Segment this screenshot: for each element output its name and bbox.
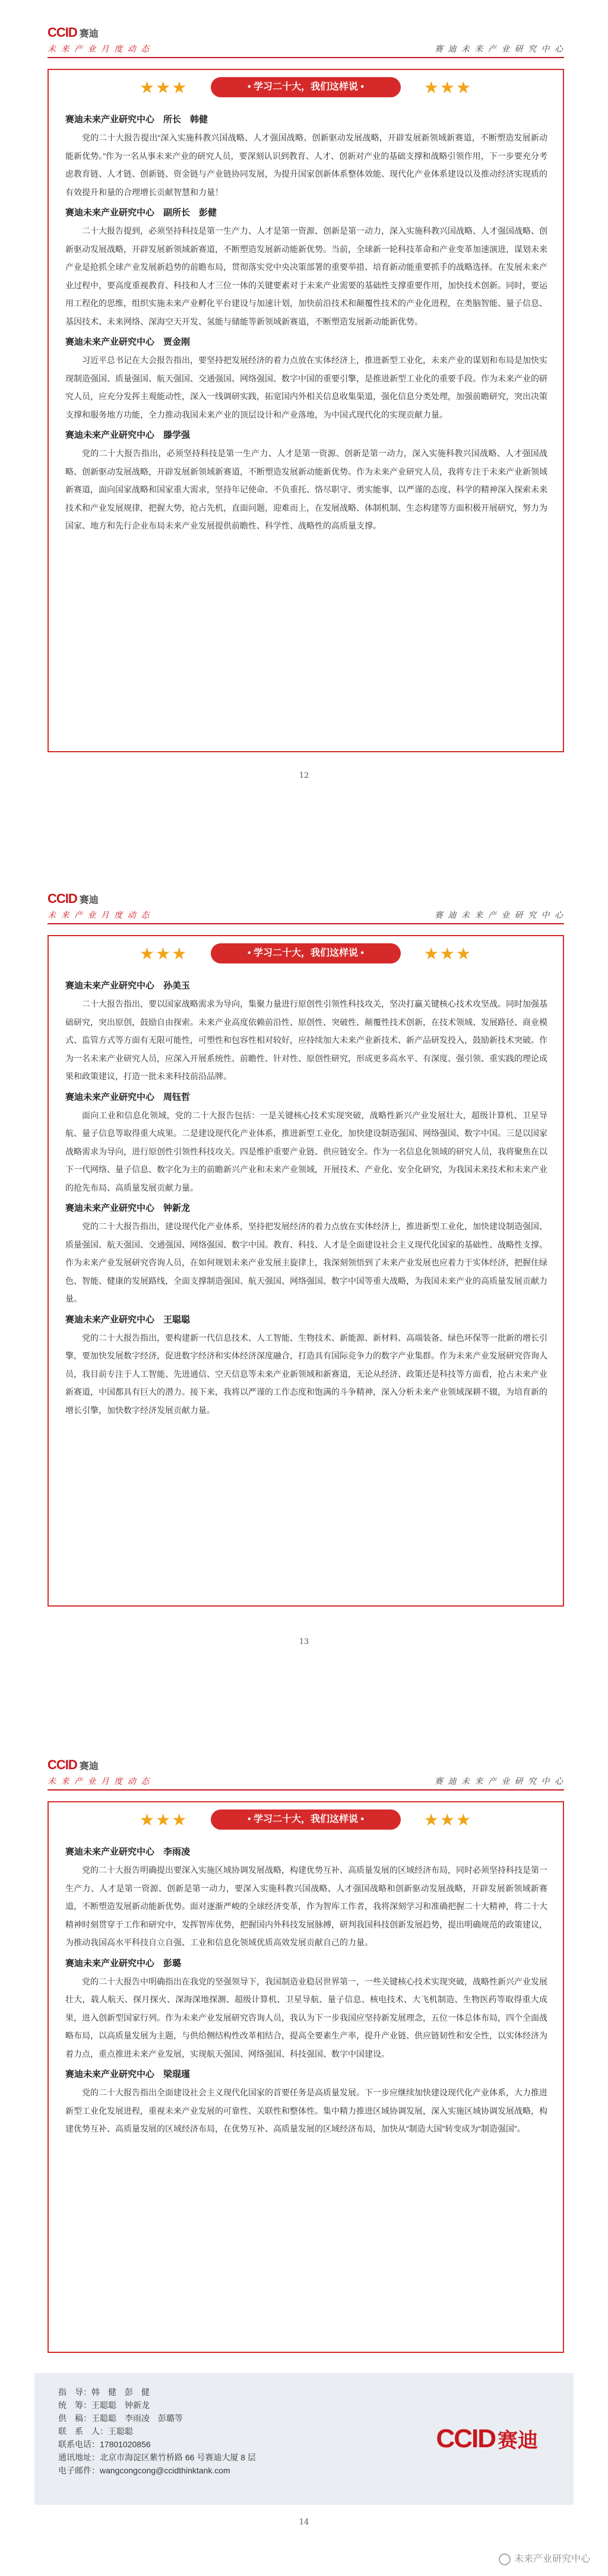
tagline-left: 未 来 产 业 月 度 动 态 bbox=[48, 44, 151, 54]
commentary-section bbox=[65, 1845, 547, 1952]
commentary-section bbox=[65, 1090, 547, 1197]
wechat-icon bbox=[499, 2553, 511, 2565]
page-number: 14 bbox=[299, 2518, 309, 2527]
footer-row: 联 系 人：王聪聪 bbox=[58, 2426, 133, 2436]
paragraph: 党的二十大报告明确提出要深入实施区域协调发展战略，构建优势互补、高质量发展的区域经济布局，同时必须坚持科技是第一生产力、人才是第一资源、创新是第一动力，要深入实施科教兴国战略、人才强国战略和创新驱动发展战略，开辟发展新领域新赛道，不断塑造发展新动能新优势。面对逐渐严峻的全球经济变革，作为智库工作者，我将深刻学习和准确把握二十大精神，将二十大精神时刻贯穿于工作和研究中，发挥智库优势，把握国内外科技发展脉搏，研判我国科技创新发展趋势，提出明确规范的政策建议，为推动我国高水平科技自立自强、工业和信息化领域优质高效发展贡献自己的力量。 bbox=[65, 1865, 547, 1947]
content-frame bbox=[48, 1801, 564, 2353]
footer-row: 供 稿：王聪聪 李雨凌 彭璐等 bbox=[58, 2413, 183, 2423]
paragraph: 党的二十大报告指出全面建设社会主义现代化国家的首要任务是高质量发展。下一步应继续加快建设现代化产业体系，大力推进新型工业化发展进程，重视未来产业发展的可靠性、关联性和整体性。集中精力推进区域协调发展，深入实施区域协调发展战略，构建优势互补、高质量发展的区域经济布局，在优势互补、高质量发展的区域经济布局，加快从“制造大国”转变成为“制造强国”。 bbox=[65, 2088, 547, 2133]
header-divider bbox=[48, 923, 564, 924]
footer-row: 指 导：韩 健 彭 健 bbox=[58, 2387, 150, 2397]
commentary-section bbox=[65, 1201, 547, 1308]
article-body bbox=[65, 108, 547, 539]
tagline-right: 赛 迪 未 来 产 业 研 究 中 心 bbox=[434, 44, 564, 54]
header-divider bbox=[48, 57, 564, 58]
paragraph: 二十大报告指出，要以国家战略需求为导向，集聚力量进行原创性引领性科技攻关，坚决打赢关键核心技术攻坚战。同时加强基础研究，突出原创，鼓励自由探索。未来产业高度依赖前沿性、原创性、突破性、颠覆性技术创新，在技术领域、发展路径、商业模式、监管方式等方面有无限可能性，可塑性和包容性相对较好，应持续加大未来产业新技术、新产品研发投入，鼓励新技术突破。作为一名未来产业研究人员，应深入开展系统性、前瞻性、针对性、原创性研究，形成更多高水平、有深度、强引领、重实践的理论成果和政策建议，打造一批未来科技前沿品牌。 bbox=[65, 999, 547, 1081]
star-icon: ★★★ bbox=[140, 78, 188, 97]
contact-footer bbox=[34, 2373, 574, 2505]
footer-row: 电子邮件：wangcongcong@ccidthinktank.com bbox=[58, 2466, 230, 2475]
page-number: 13 bbox=[299, 1637, 309, 1646]
ccid-logo: CCID 赛迪 bbox=[48, 25, 99, 40]
footer-row: 联系电话：17801020856 bbox=[58, 2440, 151, 2449]
speaker-title: 赛迪未来产业研究中心 王聪聪 bbox=[65, 1314, 191, 1325]
tagline-left: 未 来 产 业 月 度 动 态 bbox=[48, 1777, 151, 1786]
paragraph: 二十大报告提到，必须坚持科技是第一生产力、人才是第一资源、创新是第一动力，深入实施科教兴国战略、人才强国战略、创新驱动发展战略，开辟发展新领域新赛道，不断塑造发展新动能新优势。当前，全球新一轮科技革命和产业变革加速演进，谋划未来产业是抢抓全球产业发展新趋势的前瞻布局，贯彻落实党中央决策部署的重要举措、培育新动能重要抓手的战略选择。在发展未来产业过程中，要高度重视教育、科技和人才三位一体的关键要素对于未来产业需要的基础性支撑重要作用，加快技术创新。同时，要运用工程化的思维，组织实施未来产业孵化平台建设与加速计划，加快前沿技术和颠覆性技术的产业化进程，在类脑智能、量子信息、基因技术、未来网络、深海空天开发、氢能与储能等新领域新赛道，不断塑造发展新动能新优势。 bbox=[65, 226, 547, 326]
ccid-logo: CCID 赛迪 bbox=[48, 1757, 99, 1772]
commentary-section bbox=[65, 206, 547, 330]
star-icon: ★★★ bbox=[140, 944, 188, 963]
commentary-section bbox=[65, 113, 547, 201]
section-banner bbox=[140, 1808, 472, 1832]
page-header bbox=[48, 891, 564, 927]
commentary-section bbox=[65, 1957, 547, 2063]
ccid-logo: CCID 赛迪 bbox=[48, 891, 99, 906]
document-page bbox=[0, 1732, 608, 2576]
commentary-section bbox=[65, 979, 547, 1086]
document-page bbox=[0, 866, 608, 1692]
paragraph: 党的二十大报告中明确指出在我党的坚强领导下，我国制造业稳居世界第一，一些关键核心技术实现突破，战略性新兴产业发展壮大，载人航天、探月探火、深海深地探测、超级计算机、卫星导航、量子信息、核电技术、大飞机制造、生物医药等取得重大成果，进入创新型国家行列。作为未来产业发展研究咨询人员，我认为下一步我国应坚持新发展理念，五位一体总体布局，四个全面战略布局，以高质量发展为主题，与供给侧结构性改革相结合，提高全要素生产率，提升产业链、供应链韧性和安全性，以实体经济为着力点，重点推进未来产业发展，实现航天强国、网络强国、科技强国、数字中国建设。 bbox=[65, 1976, 547, 2059]
tagline-right: 赛 迪 未 来 产 业 研 究 中 心 bbox=[434, 911, 564, 920]
section-banner bbox=[140, 942, 472, 966]
speaker-title: 赛迪未来产业研究中心 滕学强 bbox=[65, 430, 191, 440]
tagline-left: 未 来 产 业 月 度 动 态 bbox=[48, 911, 151, 920]
paragraph: 习近平总书记在大会报告指出，要坚持把发展经济的着力点放在实体经济上，推进新型工业化，未来产业的谋划和布局是加快实现制造强国、质量强国、航天强国、交通强国、网络强国、数字中国的重要引擎，是推进新型工业化的重要手段。作为未来产业的研究人员，应充分发挥主观能动性，深入一线调研实践，拓宽国内外相关信息收集渠道，强化信息分类处理，加强前瞻研究，突出决策支撑和服务地方功能，全力推动我国未来产业的顶层设计和产业落地，为中国式现代化的实现贡献力量。 bbox=[65, 355, 547, 419]
speaker-title: 赛迪未来产业研究中心 彭璐 bbox=[65, 1958, 182, 1968]
document-page bbox=[0, 0, 608, 826]
page-header bbox=[48, 25, 564, 61]
speaker-title: 赛迪未来产业研究中心 李雨凌 bbox=[65, 1847, 191, 1857]
speaker-title: 赛迪未来产业研究中心 副所长 彭健 bbox=[65, 208, 217, 218]
header-divider bbox=[48, 1789, 564, 1791]
banner-title: • 学习二十大，我们这样说 • bbox=[211, 77, 401, 97]
speaker-title: 赛迪未来产业研究中心 钟新龙 bbox=[65, 1203, 191, 1213]
paragraph: 党的二十大报告提出“深入实施科教兴国战略、人才强国战略、创新驱动发展战略，开辟发展新领域新赛道，不断塑造发展新动能新优势。”作为一名从事未来产业的研究人员，要深刻认识到教育、人才、创新对产业的基础支撑和战略引领作用，下一步要充分考虑教育链、人才链、创新链、资金链与产业链协同发展，为提升国家创新体系整体效能、现代化产业体系建设以及推动经济实现质的有效提升和量的合理增长贡献智慧和力量！ bbox=[65, 133, 547, 197]
star-icon: ★★★ bbox=[140, 1811, 188, 1829]
content-frame bbox=[48, 935, 564, 1607]
banner-title: • 学习二十大，我们这样说 • bbox=[211, 1809, 401, 1830]
section-banner bbox=[140, 76, 472, 100]
commentary-section bbox=[65, 1313, 547, 1420]
paragraph: 党的二十大报告指出，必须坚持科技是第一生产力、人才是第一资源、创新是第一动力，深入实施科教兴国战略、人才强国战略、创新驱动发展战略，开辟发展新领域新赛道，不断塑造发展新动能新优势。作为未来产业研究人员，我将专注于未来产业新领域新赛道，面向国家战略和国家重大需求，坚持年记使命、不负重托、恪尽职守、勇实能事，以严谨的态度、科学的精神深入探索未来技术和产业发展规律，把握大势，抢占先机，直面问题，迎难而上，在发展战略、体制机制、生态构建等方面积极开展研究，努力为国家、地方和先行企业布局未来产业发展提供前瞻性、科学性、战略性的高质量支撑。 bbox=[65, 449, 547, 530]
commentary-section bbox=[65, 335, 547, 424]
article-body bbox=[65, 1840, 547, 2142]
star-icon: ★★★ bbox=[423, 944, 472, 963]
star-icon: ★★★ bbox=[423, 1811, 472, 1829]
commentary-section bbox=[65, 428, 547, 535]
speaker-title: 赛迪未来产业研究中心 梁琨瑾 bbox=[65, 2069, 191, 2079]
speaker-title: 赛迪未来产业研究中心 周钰哲 bbox=[65, 1092, 191, 1102]
speaker-title: 赛迪未来产业研究中心 贾金刚 bbox=[65, 337, 191, 347]
tagline-right: 赛 迪 未 来 产 业 研 究 中 心 bbox=[434, 1777, 564, 1786]
wechat-watermark: 未来产业研究中心 bbox=[499, 2551, 590, 2565]
star-icon: ★★★ bbox=[423, 78, 472, 97]
page-header bbox=[48, 1757, 564, 1793]
commentary-section bbox=[65, 2068, 547, 2138]
speaker-title: 赛迪未来产业研究中心 孙美玉 bbox=[65, 981, 191, 991]
banner-title: • 学习二十大，我们这样说 • bbox=[211, 943, 401, 963]
paragraph: 党的二十大报告指出，要构建新一代信息技术、人工智能、生物技术、新能源、新材料、高端装备、绿色环保等一批新的增长引擎，要加快发展数字经济，促进数字经济和实体经济深度融合，打造具有国际竞争力的数字产业集群。作为未来产业发展研究咨询人员，我目前专注于人工智能、先进通信、空天信息等未来产业新领域和新赛道，无论从经济、政策还是科技等方面看，抢占未来产业新赛道，中国都具有巨大的潜力。接下来，我将以严谨的工作态度和饱满的斗争精神，深入分析未来产业领域深耕不辍，为培育新的增长引擎，加快数字经济发展贡献力量。 bbox=[65, 1332, 547, 1415]
paragraph: 党的二十大报告指出，建设现代化产业体系，坚持把发展经济的着力点放在实体经济上，推进新型工业化，加快建设制造强国、质量强国、航天强国、交通强国、网络强国、数字中国。教育、科技、人才是全面建设社会主义现代化国家的基础性、战略性支撑。作为未来产业发展研究咨询人员，在如何规划未来产业发展主旋律上，我深刻领悟到了未来产业发展也应着力于实体经济，把握住绿色、智能、健康的发展路线，全面支撑制造强国、航天强国、网络强国、数字中国等重大战略，为我国未来产业的高质量发展贡献力量。 bbox=[65, 1222, 547, 1303]
page-number: 12 bbox=[299, 771, 309, 780]
ccid-logo: CCID 赛迪 bbox=[436, 2424, 538, 2453]
article-body bbox=[65, 974, 547, 1423]
paragraph: 面向工业和信息化领域，党的二十大报告包括：一是关键核心技术实现突破，战略性新兴产业发展壮大，超级计算机、卫星导航、量子信息等取得重大成果。二是建设现代化产业体系，推进新型工业化，加快建设制造强国、网络强国、数字中国。三是以国家战略需求为导向，进行原创性引领性科技攻关。四是维护重要产业链、供应链安全。作为一名信息化领域的研究人员，我将聚焦在以下一代网络、量子信息、数字化为主的前瞻新兴产业和未来产业领域，开展技术、产业化、安全化研究，为我国未来技术和未来产业的抢先布局、高质量发展贡献力量。 bbox=[65, 1110, 547, 1192]
footer-row: 通讯地址：北京市海淀区紫竹桥路 66 号赛迪大厦 8 层 bbox=[58, 2453, 256, 2462]
content-frame bbox=[48, 69, 564, 752]
speaker-title: 赛迪未来产业研究中心 所长 韩健 bbox=[65, 115, 208, 125]
footer-row: 统 筹：王聪聪 钟新龙 bbox=[58, 2400, 150, 2410]
